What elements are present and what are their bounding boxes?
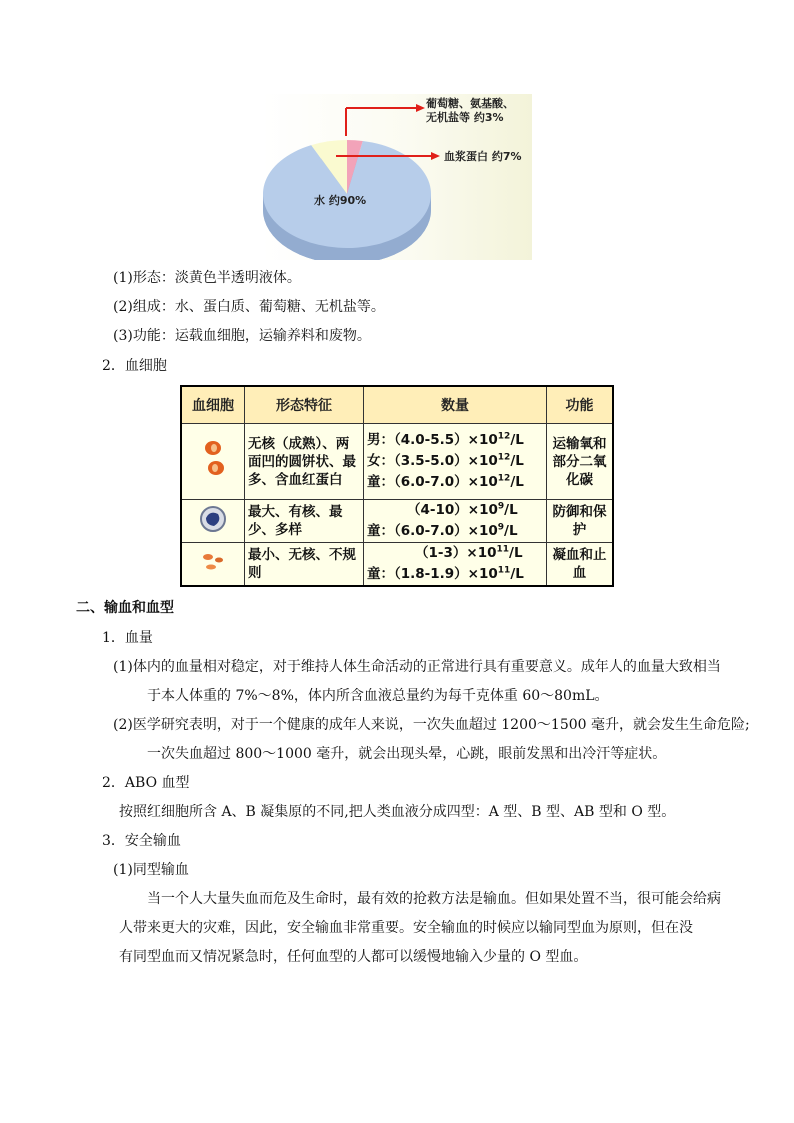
wbc-function: 防御和保护 (547, 500, 614, 543)
plasma-function: (3)功能：运载血细胞，运输养料和废物。 (113, 328, 371, 344)
header-feature: 形态特征 (245, 386, 364, 424)
plasma-composition-chart (262, 94, 532, 260)
wbc-counts (364, 500, 547, 543)
safe-line3: 有同型血而又情况紧急时，任何血型的人都可以缓慢地输入少量的 O 型血。 (119, 949, 588, 965)
blood-volume-p1-line1: (1)体内的血量相对稳定，对于维持人体生命活动的正常进行具有重要意义。成年人的血量大致相当 (113, 659, 721, 675)
rbc-count-male: 男：$(4.0-5.5)\times 10^{12}/L$ (367, 431, 524, 448)
abo-text: 按照红细胞所含 A、B 凝集原的不同,把人类血液分成四型：A 型、B 型、AB 型和 O 型。 (119, 804, 676, 820)
white-blood-cell-icon (193, 501, 233, 537)
blood-volume-p2-line2: 一次失血超过 800～1000 毫升，就会出现头晕，心跳，眼前发黑和出冷汗等症状。 (147, 746, 667, 762)
safe-transfusion-heading: 3．安全输血 (102, 833, 181, 849)
header-count: 数量 (364, 386, 547, 424)
wbc-count-child: 童：$(6.0-7.0)\times 10^9/L$ (367, 522, 518, 539)
rbc-count-child: 童：$(6.0-7.0)\times 10^{12}/L$ (367, 473, 524, 490)
wbc-feature: 最大、有核、最少、多样 (245, 500, 364, 543)
header-function: 功能 (547, 386, 614, 424)
table-row-wbc (181, 500, 613, 543)
table-row-rbc (181, 424, 613, 500)
plasma-form: (1)形态：淡黄色半透明液体。 (113, 270, 301, 286)
platelet-count-child: 童：$(1.8-1.9)\times 10^{11}/L$ (367, 565, 524, 582)
table-header-row (181, 386, 613, 424)
platelet-count-adult: $(1-3)\times 10^{11}/L$ (415, 544, 523, 561)
platelet-function: 凝血和止血 (547, 543, 614, 587)
plasma-composition: (2)组成：水、蛋白质、葡萄糖、无机盐等。 (113, 299, 385, 315)
same-type-heading: (1)同型输血 (113, 862, 189, 878)
rbc-count-female: 女：$(3.5-5.0)\times 10^{12}/L$ (367, 452, 524, 469)
section-title: 二、输血和血型 (76, 600, 174, 616)
rbc-function: 运输氧和部分二氧化碳 (547, 424, 614, 500)
wbc-count-adult: $(4-10)\times 10^9/L$ (407, 501, 518, 518)
rbc-feature: 无核（成熟）、两面凹的圆饼状、最多、含血红蛋白 (245, 424, 364, 500)
arrow-protein-head (431, 152, 440, 160)
blood-volume-p2-line1: (2)医学研究表明，对于一个健康的成年人来说，一次失血超过 1200～1500 毫升，就会发生生命危险; (113, 717, 750, 733)
safe-line1: 当一个人大量失血而危及生命时，最有效的抢救方法是输血。但如果处置不当，很可能会给病 (147, 891, 721, 907)
blood-volume-p1-line2: 于本人体重的 7%～8%，体内所含血液总量约为每千克体重 60～80mL。 (147, 688, 609, 704)
blood-volume-heading: 1．血量 (102, 630, 153, 646)
label-protein: 血浆蛋白 约7% (444, 150, 522, 163)
blood-cells-heading: 2．血细胞 (102, 358, 167, 374)
platelet-icon-cell (181, 543, 245, 587)
platelet-feature: 最小、无核、不规则 (245, 543, 364, 587)
blood-cell-table (180, 385, 614, 587)
header-cell: 血细胞 (181, 386, 245, 424)
platelet-icon (193, 547, 233, 577)
wbc-icon-cell (181, 500, 245, 543)
rbc-counts (364, 424, 547, 500)
abo-heading: 2．ABO 血型 (102, 775, 190, 791)
rbc-icon-cell (181, 424, 245, 500)
label-water: 水 约90% (314, 194, 367, 207)
table-row-platelet (181, 543, 613, 587)
label-other-line1: 葡萄糖、氨基酸、 (426, 97, 514, 110)
platelet-counts (364, 543, 547, 587)
red-blood-cell-icon (193, 434, 233, 484)
label-other-line2: 无机盐等 约3% (426, 111, 504, 124)
safe-line2: 人带来更大的灾难，因此，安全输血非常重要。安全输血的时候应以输同型血为原则，但在没 (119, 920, 693, 936)
arrow-other-head (416, 104, 425, 112)
